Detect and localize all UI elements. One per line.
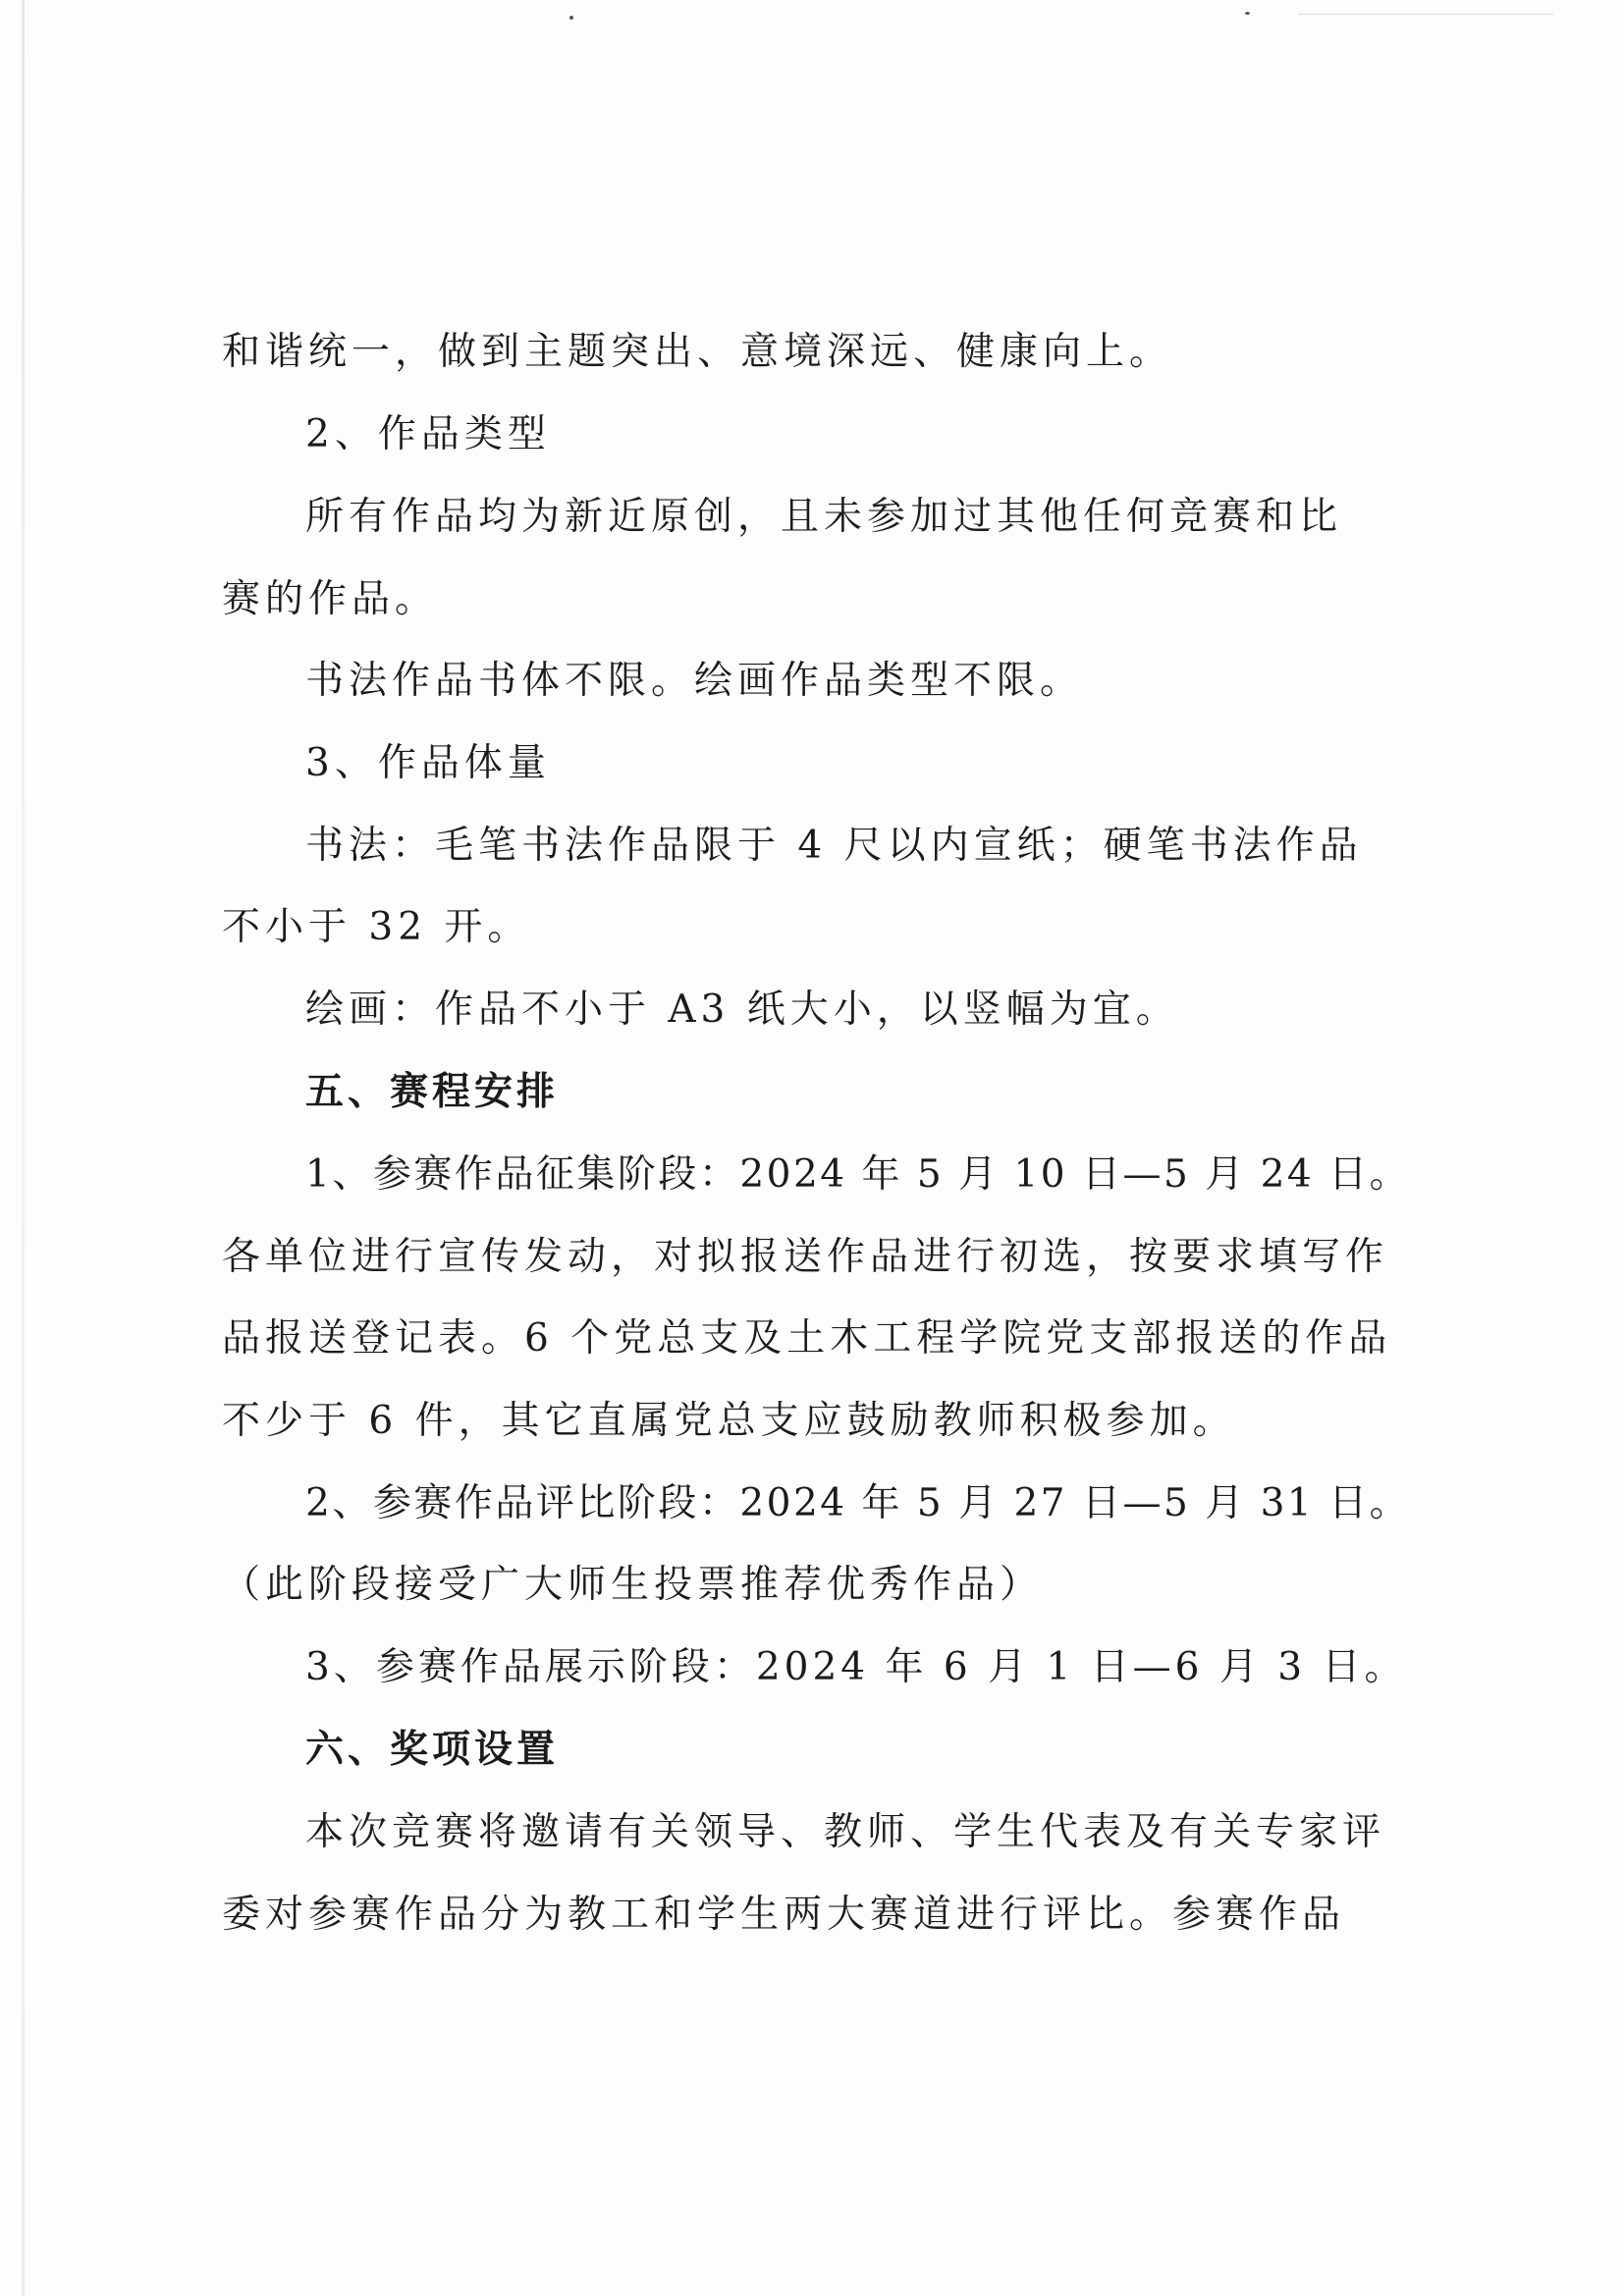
section-heading-awards: 六、奖项设置 xyxy=(305,1728,560,1772)
paragraph-line: 不少于 6 件，其它直属党总支应鼓励教师积极参加。 xyxy=(222,1399,1236,1443)
paragraph-line: 不小于 32 开。 xyxy=(222,905,531,949)
paragraph-line: 书法作品书体不限。绘画作品类型不限。 xyxy=(305,659,1084,703)
paragraph-line: 委对参赛作品分为教工和学生两大赛道进行评比。参赛作品 xyxy=(222,1893,1346,1937)
paragraph-line: 绘画：作品不小于 A3 纸大小，以竖幅为宜。 xyxy=(305,988,1179,1032)
paragraph-line: 赛的作品。 xyxy=(222,577,439,621)
paragraph-line: 品报送登记表。6 个党总支及土木工程学院党支部报送的作品 xyxy=(222,1316,1392,1361)
paragraph-line: 书法：毛笔书法作品限于 4 尺以内宣纸；硬笔书法作品 xyxy=(305,824,1363,868)
paragraph-line: （此阶段接受广大师生投票推荐优秀作品） xyxy=(222,1563,1044,1607)
paragraph-line: 和谐统一，做到主题突出、意境深远、健康向上。 xyxy=(222,330,1173,374)
subheading-work-type: 2、作品类型 xyxy=(305,412,551,456)
scan-speck xyxy=(569,16,573,20)
paragraph-line: 所有作品均为新近原创，且未参加过其他任何竞赛和比 xyxy=(305,495,1343,539)
paragraph-line: 各单位进行宣传发动，对拟报送作品进行初选，按要求填写作 xyxy=(222,1235,1389,1279)
scan-top-mark xyxy=(1298,14,1553,15)
subheading-work-size: 3、作品体量 xyxy=(305,741,551,785)
scan-edge-shadow xyxy=(22,0,25,2296)
paragraph-line: 3、参赛作品展示阶段：2024 年 6 月 1 日—6 月 3 日。 xyxy=(305,1645,1407,1689)
section-heading-schedule: 五、赛程安排 xyxy=(305,1070,560,1114)
scan-speck xyxy=(1245,12,1250,15)
paragraph-line: 本次竞赛将邀请有关领导、教师、学生代表及有关专家评 xyxy=(305,1810,1386,1854)
paragraph-line: 1、参赛作品征集阶段：2024 年 5 月 10 日—5 月 24 日。 xyxy=(305,1152,1411,1197)
paragraph-line: 2、参赛作品评比阶段：2024 年 5 月 27 日—5 月 31 日。 xyxy=(305,1481,1411,1525)
